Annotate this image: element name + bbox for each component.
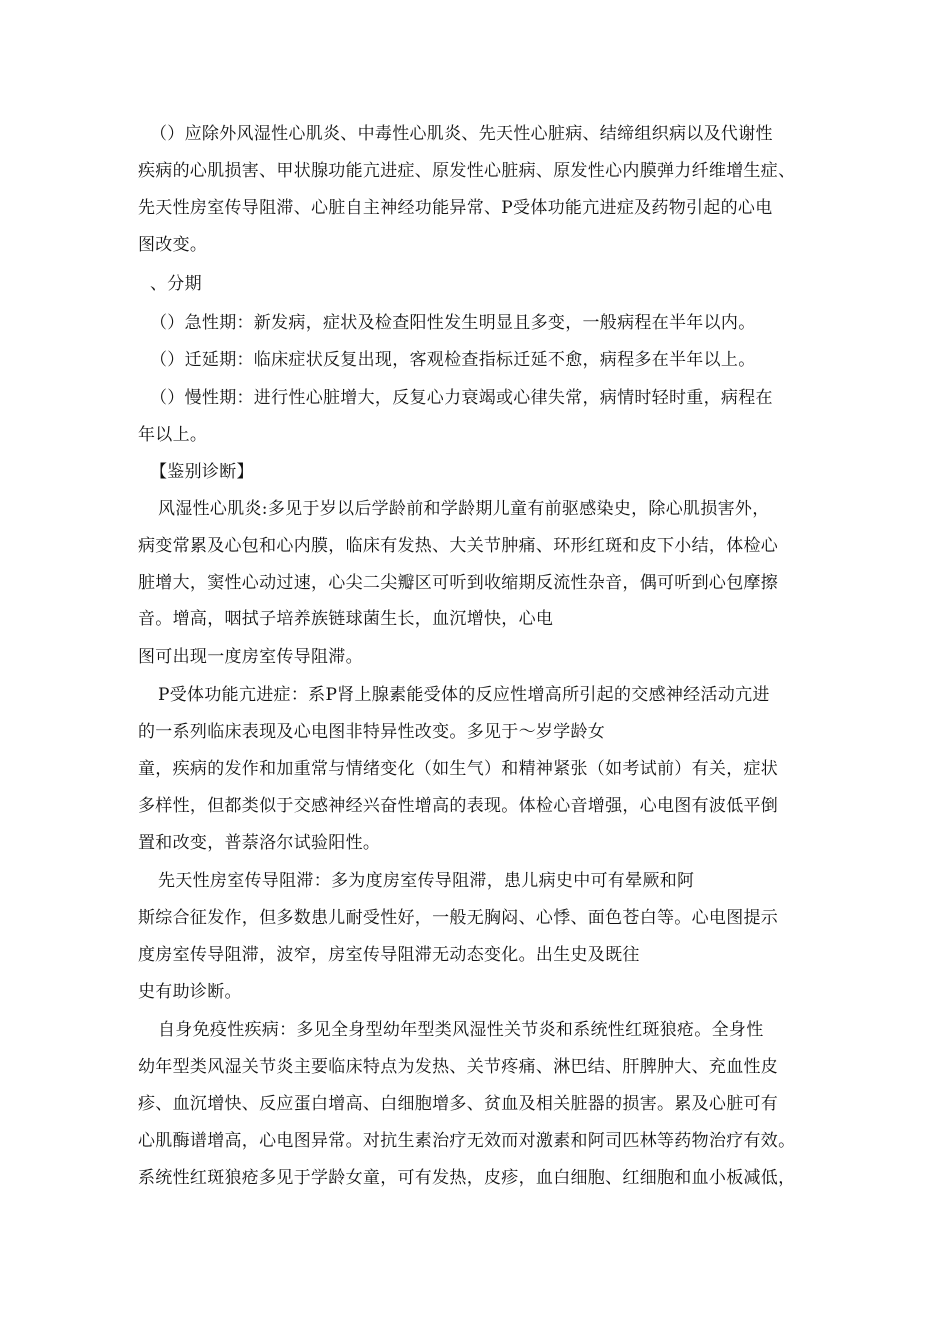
- paragraph-line: 风湿性心肌炎:多见于岁以后学龄前和学龄期儿童有前驱感染史，除心肌损害外，: [158, 499, 770, 519]
- paragraph-line: P受体功能亢进症：系P肾上腺素能受体的反应性增高所引起的交感神经活动亢进: [158, 685, 770, 705]
- paragraph-line: 音。增高，咽拭子培养族链球菌生长，血沉增快，心电: [138, 609, 554, 629]
- paragraph-line: 系统性红斑狼疮多见于学龄女童，可有发热，皮疹，血白细胞、红细胞和血小板减低，: [138, 1168, 796, 1188]
- paragraph-line: 图改变。: [138, 235, 208, 255]
- paragraph-line: （）迁延期：临床症状反复出现，客观检查指标迁延不愈，病程多在半年以上。: [150, 350, 756, 370]
- paragraph-line: 多样性，但都类似于交感神经兴奋性增高的表现。体检心音增强，心电图有波低平倒: [138, 796, 779, 816]
- paragraph-line: 先天性房室传导阻滞、心脏自主神经功能异常、P受体功能亢进症及药物引起的心电: [138, 198, 773, 218]
- paragraph-line: （）应除外风湿性心肌炎、中毒性心肌炎、先天性心脏病、结缔组织病以及代谢性: [150, 124, 773, 144]
- paragraph-line: 置和改变，普萘洛尔试验阳性。: [138, 833, 381, 853]
- paragraph-line: 疹、血沉增快、反应蛋白增高、白细胞增多、贫血及相关脏器的损害。累及心脏可有: [138, 1094, 779, 1114]
- paragraph-line: 病变常累及心包和心内膜，临床有发热、大关节肿痛、环形红斑和皮下小结，体检心: [138, 536, 779, 556]
- paragraph-line: 年以上。: [138, 425, 208, 445]
- paragraph-line: 度房室传导阻滞，波窄，房室传导阻滞无动态变化。出生史及既往: [138, 945, 640, 965]
- paragraph-line: （）急性期：新发病，症状及检查阳性发生明显且多变，一般病程在半年以内。: [150, 313, 756, 333]
- paragraph-line: 自身免疫性疾病：多见全身型幼年型类风湿性关节炎和系统性红斑狼疮。全身性: [158, 1020, 764, 1040]
- paragraph-line: 脏增大，窦性心动过速，心尖二尖瓣区可听到收缩期反流性杂音，偶可听到心包摩擦: [138, 573, 779, 593]
- paragraph-line: 疾病的心肌损害、甲状腺功能亢进症、原发性心脏病、原发性心内膜弹力纤维增生症、: [138, 161, 796, 181]
- section-heading: 、分期: [150, 274, 202, 294]
- paragraph-line: 图可出现一度房室传导阻滞。: [138, 647, 363, 667]
- paragraph-line: 史有助诊断。: [138, 982, 242, 1002]
- paragraph-line: 先天性房室传导阻滞：多为度房室传导阻滞，患儿病史中可有晕厥和阿: [158, 871, 695, 891]
- paragraph-line: 心肌酶谱增高，心电图异常。对抗生素治疗无效而对激素和阿司匹林等药物治疗有效。: [138, 1131, 796, 1151]
- paragraph-line: 斯综合征发作，但多数患儿耐受性好，一般无胸闷、心悸、面色苍白等。心电图提示: [138, 908, 779, 928]
- paragraph-line: 的一系列临床表现及心电图非特异性改变。多见于〜岁学龄女: [138, 722, 606, 742]
- paragraph-line: 幼年型类风湿关节炎主要临床特点为发热、关节疼痛、淋巴结、肝脾肿大、充血性皮: [138, 1057, 779, 1077]
- section-heading: 【鉴别诊断】: [150, 462, 254, 482]
- paragraph-line: 童，疾病的发作和加重常与情绪变化（如生气）和精神紧张（如考试前）有关，症状: [138, 759, 779, 779]
- paragraph-line: （）慢性期：进行性心脏增大，反复心力衰竭或心律失常，病情时轻时重，病程在: [150, 388, 773, 408]
